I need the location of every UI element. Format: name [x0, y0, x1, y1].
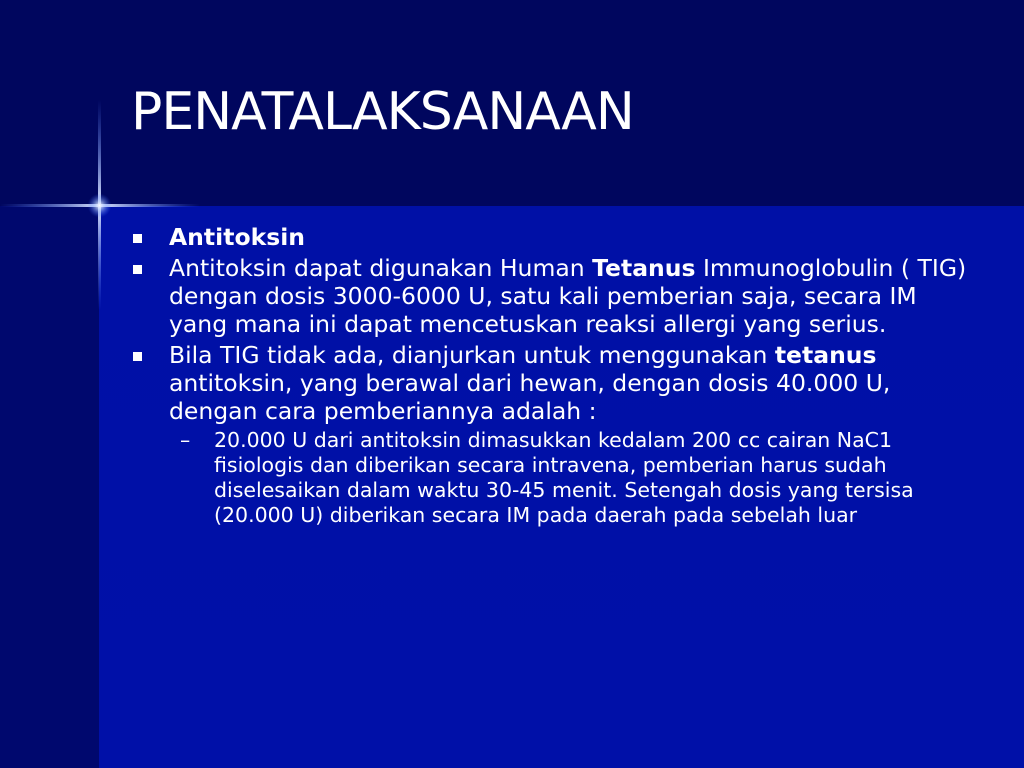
slide-content — [131, 223, 971, 528]
bullet-item — [131, 223, 971, 251]
bullet-square-icon — [133, 234, 142, 243]
bullet-emphasis: tetanus — [774, 341, 877, 369]
bullet-segment: antitoksin, yang berawal dari hewan, dengan dosis 40.000 U, dengan cara pemberiannya adalah : — [169, 369, 891, 425]
bullet-text — [169, 223, 305, 251]
bullet-segment: Antitoksin dapat digunakan Human — [169, 254, 593, 282]
bullet-emphasis: Tetanus — [592, 254, 696, 282]
bullet-text — [169, 341, 890, 425]
sub-bullet-text: 20.000 U dari antitoksin dimasukkan kedalam 200 cc cairan NaC1 fisiologis dan diberikan secara intravena, pemberian harus sudah diselesaikan dalam waktu 30-45 menit. Setengah dosis yang tersisa (20.000 U) diberikan secara IM pada daerah pada sebelah luar — [214, 428, 914, 527]
bullet-text — [169, 254, 966, 338]
bullet-segment: Immunoglobulin ( TIG) dengan dosis 3000-6000 U, satu kali pemberian saja, secara IM yang mana ini dapat mencetuskan reaksi allergi yang serius. — [169, 254, 967, 338]
bullet-item — [131, 254, 971, 338]
left-band — [0, 206, 99, 768]
slide-title: PENATALAKSANAAN — [131, 82, 634, 142]
bullet-list — [131, 223, 971, 425]
sub-bullet — [180, 428, 971, 528]
bullet-emphasis: Antitoksin — [169, 223, 305, 251]
sub-bullet-dash: – — [180, 428, 191, 452]
bullet-square-icon — [133, 352, 142, 361]
bullet-square-icon — [133, 265, 142, 274]
bullet-segment: Bila TIG tidak ada, dianjurkan untuk menggunakan — [169, 341, 775, 369]
bullet-item — [131, 341, 971, 425]
